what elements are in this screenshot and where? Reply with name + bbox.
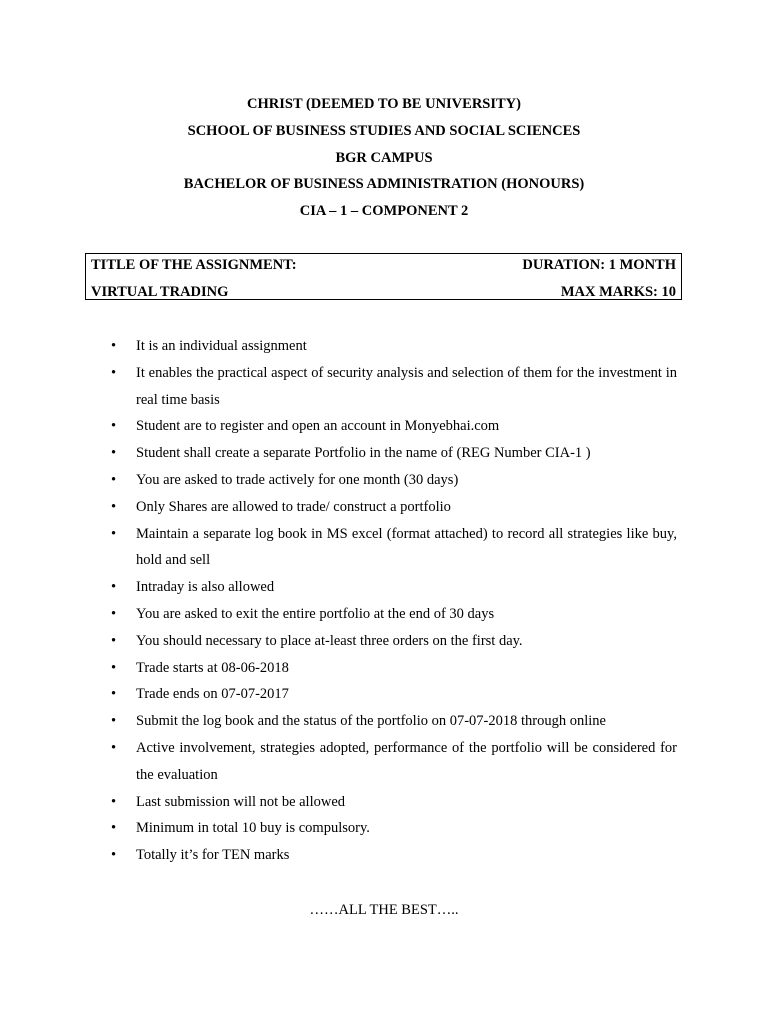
list-item: • Trade ends on 07-07-2017 [0,681,677,708]
list-item: • Active involvement, strategies adopted, performance of the portfolio will be considered for the evaluation [0,735,677,789]
list-item: • Student are to register and open an account in Monyebhai.com [0,413,677,440]
info-row-value [91,281,676,303]
list-item: • Maintain a separate log book in MS excel (format attached) to record all strategies like buy, hold and sell [0,521,677,575]
info-row-title [91,254,676,276]
list-item: • Student shall create a separate Portfolio in the name of (REG Number CIA-1 ) [0,440,677,467]
list-item: • Submit the log book and the status of the portfolio on 07-07-2018 through online [0,708,677,735]
campus-name: BGR CAMPUS [335,149,433,166]
list-item: • Totally it’s for TEN marks [0,842,677,869]
instructions-list [0,333,768,869]
document-header [0,91,768,225]
assignment-info-box [85,253,682,300]
list-item: • It enables the practical aspect of security analysis and selection of them for the investment in real time basis [0,360,677,414]
list-item: • You are asked to exit the entire portfolio at the end of 30 days [0,601,677,628]
list-item: • You should necessary to place at-least three orders on the first day. [0,628,677,655]
assignment-max-marks: MAX MARKS: 10 [560,284,676,300]
university-name: CHRIST (DEEMED TO BE UNIVERSITY) [247,96,521,112]
list-item: • Last submission will not be allowed [0,789,677,816]
list-item: • Trade starts at 08-06-2018 [0,655,677,682]
assignment-title-label: TITLE OF THE ASSIGNMENT: [91,257,297,273]
component-name: CIA – 1 – COMPONENT 2 [299,203,469,220]
closing-message: ……ALL THE BEST….. [309,902,459,918]
list-item: • Minimum in total 10 buy is compulsory. [0,815,677,842]
list-item: • Intraday is also allowed [0,574,677,601]
school-name: SCHOOL OF BUSINESS STUDIES AND SOCIAL SCIENCES [187,122,581,139]
assignment-title-value: VIRTUAL TRADING [91,284,229,300]
assignment-duration: DURATION: 1 MONTH [522,257,676,273]
list-item: • You are asked to trade actively for one month (30 days) [0,467,677,494]
list-item: • Only Shares are allowed to trade/ construct a portfolio [0,494,677,521]
program-name: BACHELOR OF BUSINESS ADMINISTRATION (HONOURS) [183,176,585,193]
list-item: • It is an individual assignment [0,333,677,360]
